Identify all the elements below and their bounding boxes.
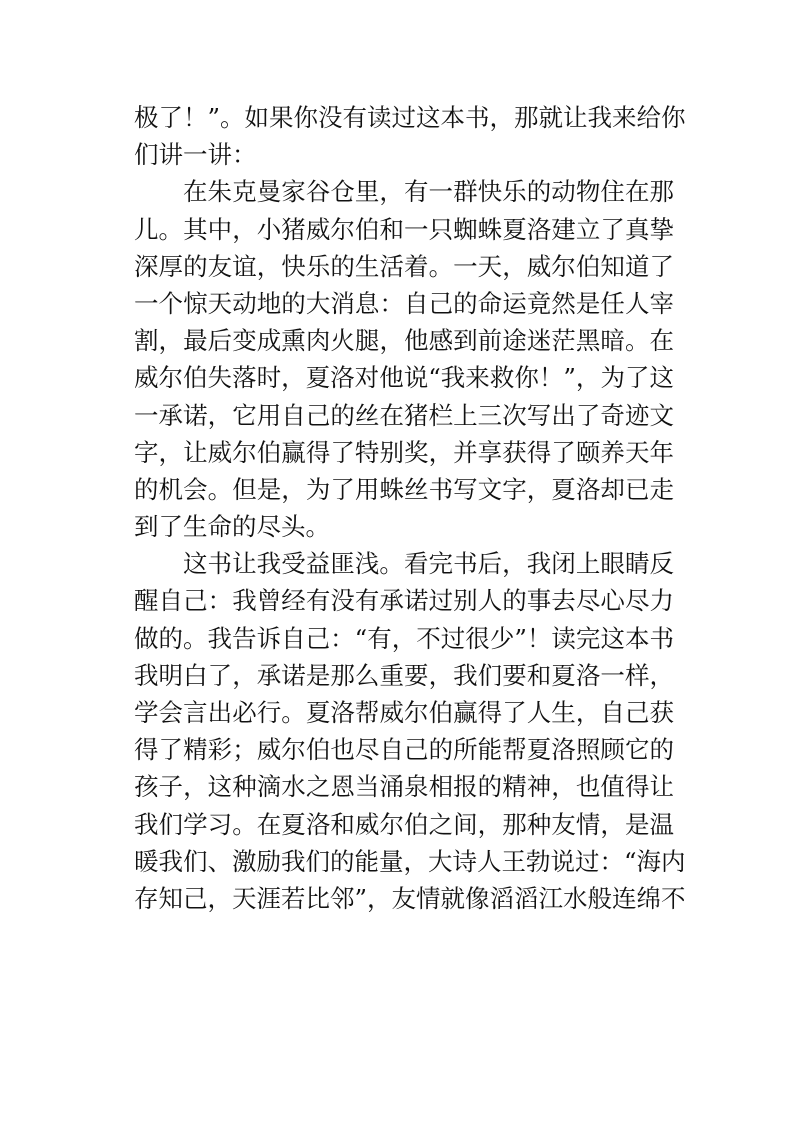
text-line: 存知己，天涯若比邻”，友情就像滔滔江水般连绵不 xyxy=(134,883,686,913)
text-line: 我明白了，承诺是那么重要，我们要和夏洛一样， xyxy=(134,660,674,690)
text-line: 做的。我告诉自己：“有，不过很少”！读完这本书 xyxy=(134,623,674,653)
text-line: 孩子，这种滴水之恩当涌泉相报的精神，也值得让 xyxy=(134,772,674,802)
text-line: 们讲一讲： xyxy=(134,140,257,170)
text-line: 割，最后变成熏肉火腿，他感到前途迷茫黑暗。在 xyxy=(134,326,674,356)
text-line: 一承诺，它用自己的丝在猪栏上三次写出了奇迹文 xyxy=(134,400,674,430)
text-line: 深厚的友谊，快乐的生活着。一天，威尔伯知道了 xyxy=(134,251,674,281)
body-text xyxy=(134,99,686,917)
text-line: 得了精彩；威尔伯也尽自己的所能帮夏洛照顾它的 xyxy=(134,735,674,765)
text-line: 一个惊天动地的大消息：自己的命运竟然是任人宰 xyxy=(134,288,674,318)
text-line: 暖我们、激励我们的能量，大诗人王勃说过：“海内 xyxy=(134,846,686,876)
text-line: 学会言出必行。夏洛帮威尔伯赢得了人生，自己获 xyxy=(134,698,674,727)
text-line: 醒自己：我曾经有没有承诺过别人的事去尽心尽力 xyxy=(134,586,674,616)
paragraph-start-line: 在朱克曼家谷仓里，有一群快乐的动物住在那 xyxy=(183,177,674,207)
text-line: 我们学习。在夏洛和威尔伯之间，那种友情，是温 xyxy=(134,809,674,839)
text-line: 极了！”。如果你没有读过这本书，那就让我来给你 xyxy=(134,103,686,132)
paragraph-start-line: 这书让我受益匪浅。看完书后，我闭上眼睛反 xyxy=(183,549,674,579)
text-line: 儿。其中，小猪威尔伯和一只蜘蛛夏洛建立了真挚 xyxy=(134,214,674,244)
text-line: 的机会。但是，为了用蛛丝书写文字，夏洛却已走 xyxy=(134,474,674,504)
text-line: 到了生命的尽头。 xyxy=(134,512,330,542)
text-line: 威尔伯失落时，夏洛对他说“我来救你！”，为了这 xyxy=(134,363,674,393)
text-line: 字，让威尔伯赢得了特别奖，并享获得了颐养天年 xyxy=(134,437,674,467)
